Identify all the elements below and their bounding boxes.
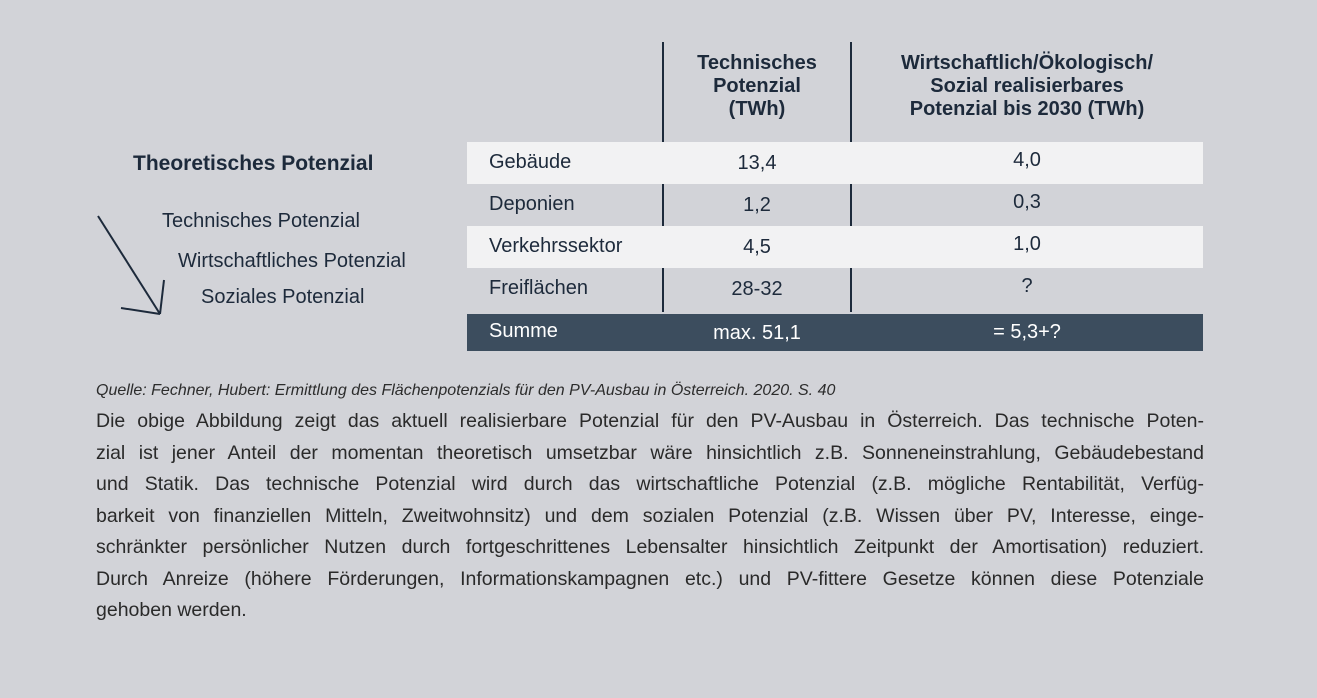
header-line: Sozial realisierbares (930, 75, 1124, 97)
sum-realisable-value: = 5,3+? (993, 321, 1061, 343)
row-realisable-value: 0,3 (1013, 191, 1041, 213)
row-label: Verkehrssektor (489, 235, 623, 257)
table-header (467, 42, 1203, 142)
hierarchy-title: Theoretisches Potenzial (133, 152, 374, 175)
paragraph-line: gehoben werden. (96, 599, 247, 621)
sum-label: Summe (489, 320, 558, 342)
header-line: (TWh) (728, 98, 786, 120)
header-line: Technisches (697, 52, 817, 74)
hierarchy-level-technical: Technisches Potenzial (162, 210, 360, 232)
row-technical-value: 4,5 (743, 236, 771, 258)
header-line: Potenzial bis 2030 (TWh) (909, 98, 1145, 120)
table-sum-row (467, 314, 1203, 351)
row-technical-value: 13,4 (737, 152, 777, 174)
down-right-arrow-icon (92, 210, 172, 322)
table-row (467, 226, 1203, 268)
row-realisable-value: 4,0 (1013, 149, 1041, 171)
paragraph-line: barkeit von finanziellen Mitteln, Zweitwohnsitz) und dem sozialen Potenzial (z.B. Wissen über PV, Interesse, einge- (96, 504, 1204, 527)
potential-table (467, 42, 1203, 351)
source-citation: Quelle: Fechner, Hubert: Ermittlung des Flächenpotenzials für den PV-Ausbau in Österreich. 2020. S. 40 (96, 382, 836, 399)
row-realisable-value: 1,0 (1013, 233, 1041, 255)
row-label: Gebäude (489, 151, 572, 173)
header-technical-potential (663, 52, 851, 121)
row-label: Deponien (489, 193, 575, 215)
table-row (467, 184, 1203, 226)
paragraph-line: Die obige Abbildung zeigt das aktuell realisierbare Potenzial für den PV-Ausbau in Österreich. Das technische Poten- (96, 410, 1204, 432)
hierarchy-level-social: Soziales Potenzial (201, 286, 365, 308)
header-line: Wirtschaftlich/Ökologisch/ (900, 52, 1154, 74)
body-paragraph (96, 406, 1204, 627)
paragraph-line: und Statik. Das technische Potenzial wird durch das wirtschaftliche Potenzial (z.B. mögliche Rentabilität, Verfüg- (96, 473, 1204, 495)
paragraph-line: zial ist jener Anteil der momentan theoretisch umsetzbar wäre hinsichtlich z.B. Sonneneinstrahlung, Gebäudebestand (96, 441, 1204, 464)
paragraph-line: schränkter persönlicher Nutzen durch fortgeschrittenes Lebensalter hinsichtlich Zeitpunkt der Amortisation) reduziert. (96, 536, 1204, 558)
row-technical-value: 1,2 (743, 194, 771, 216)
potential-hierarchy (0, 0, 460, 340)
paragraph-line: Durch Anreize (höhere Förderungen, Informationskampagnen etc.) und PV-fittere Gesetze können diese Potenziale (96, 567, 1204, 590)
row-technical-value: 28-32 (731, 278, 783, 300)
header-line: Potenzial (713, 75, 801, 97)
table-row (467, 268, 1203, 310)
row-label: Freiflächen (489, 277, 588, 299)
sum-technical-value: max. 51,1 (713, 322, 801, 344)
hierarchy-level-economic: Wirtschaftliches Potenzial (178, 250, 406, 272)
row-realisable-value: ? (1021, 275, 1033, 297)
table-row (467, 142, 1203, 184)
header-realisable-potential (851, 52, 1203, 121)
